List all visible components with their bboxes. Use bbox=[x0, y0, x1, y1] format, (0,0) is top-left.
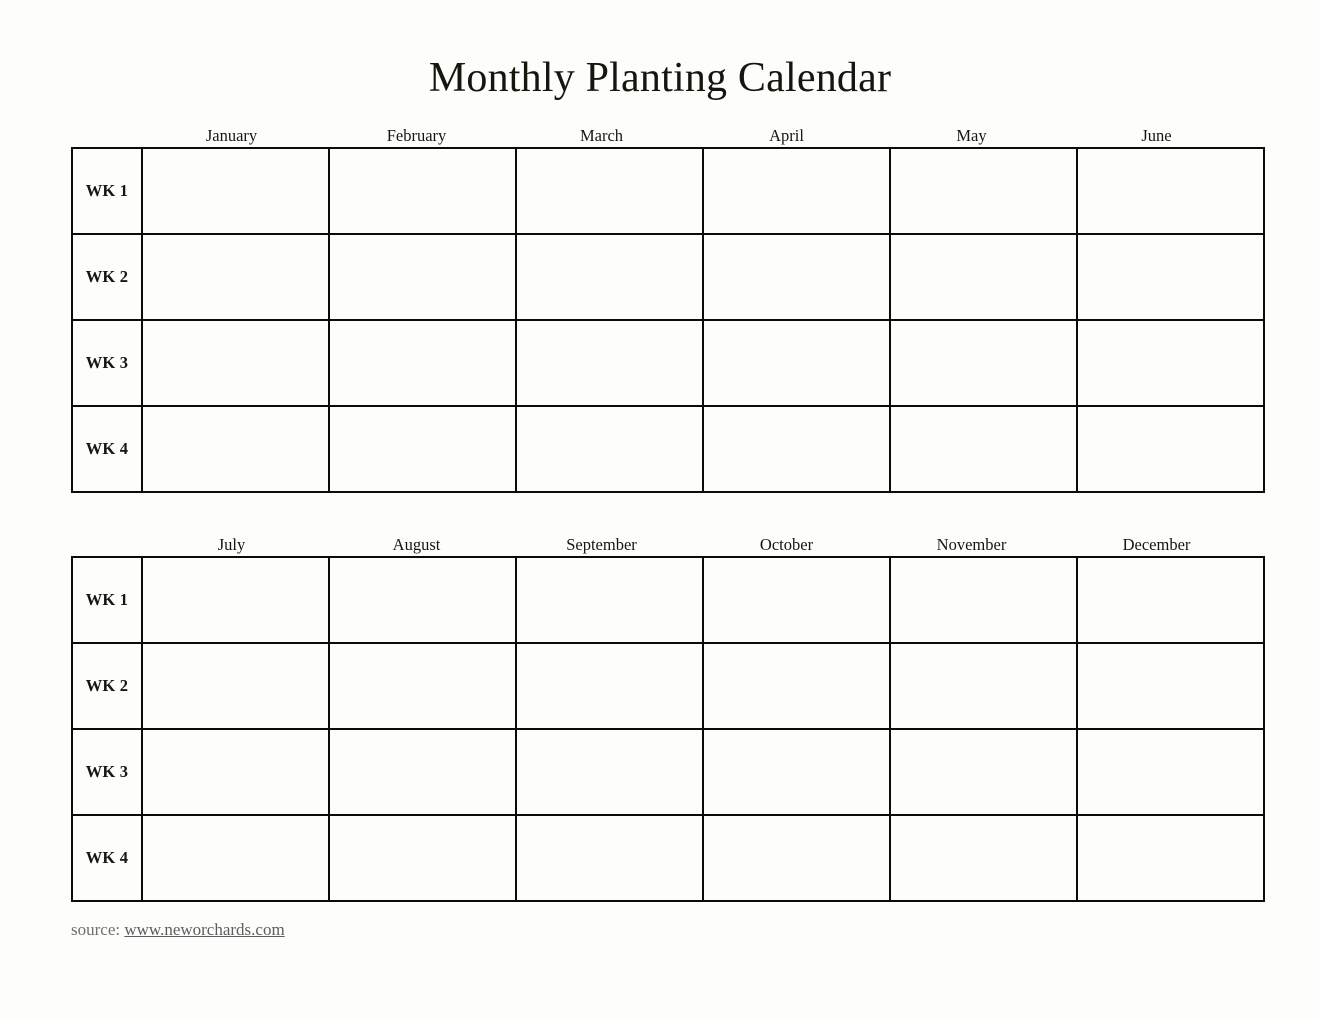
month-header-april: April bbox=[769, 125, 804, 145]
cell-september-wk1[interactable] bbox=[516, 557, 703, 643]
cell-may-wk3[interactable] bbox=[890, 320, 1077, 406]
week-label-wk2: WK 2 bbox=[72, 234, 142, 320]
cell-june-wk1[interactable] bbox=[1077, 148, 1264, 234]
cell-may-wk2[interactable] bbox=[890, 234, 1077, 320]
cell-june-wk2[interactable] bbox=[1077, 234, 1264, 320]
month-header-row-second-half bbox=[71, 534, 1249, 556]
cell-october-wk1[interactable] bbox=[703, 557, 890, 643]
table-row bbox=[72, 148, 1264, 234]
table-row bbox=[72, 729, 1264, 815]
cell-july-wk3[interactable] bbox=[142, 729, 329, 815]
month-header-june: June bbox=[1141, 125, 1172, 145]
week-label-wk3: WK 3 bbox=[72, 729, 142, 815]
table-row bbox=[72, 557, 1264, 643]
month-header-may: May bbox=[956, 125, 987, 145]
week-label-wk4: WK 4 bbox=[72, 406, 142, 492]
cell-april-wk3[interactable] bbox=[703, 320, 890, 406]
cell-november-wk4[interactable] bbox=[890, 815, 1077, 901]
cell-december-wk4[interactable] bbox=[1077, 815, 1264, 901]
cell-july-wk2[interactable] bbox=[142, 643, 329, 729]
calendar-grid-first-half bbox=[71, 147, 1265, 493]
cell-may-wk4[interactable] bbox=[890, 406, 1077, 492]
month-header-november: November bbox=[936, 534, 1007, 554]
week-label-wk1: WK 1 bbox=[72, 557, 142, 643]
source-line bbox=[71, 902, 1249, 938]
month-header-september: September bbox=[566, 534, 637, 554]
cell-april-wk4[interactable] bbox=[703, 406, 890, 492]
cell-january-wk2[interactable] bbox=[142, 234, 329, 320]
month-header-december: December bbox=[1122, 534, 1191, 554]
cell-june-wk3[interactable] bbox=[1077, 320, 1264, 406]
cell-september-wk3[interactable] bbox=[516, 729, 703, 815]
cell-october-wk3[interactable] bbox=[703, 729, 890, 815]
calendar-block-second-half bbox=[71, 534, 1249, 902]
cell-july-wk1[interactable] bbox=[142, 557, 329, 643]
calendar-grid-second-half bbox=[71, 556, 1265, 902]
week-label-wk3: WK 3 bbox=[72, 320, 142, 406]
month-header-january: January bbox=[205, 125, 258, 145]
cell-march-wk4[interactable] bbox=[516, 406, 703, 492]
cell-august-wk3[interactable] bbox=[329, 729, 516, 815]
cell-october-wk4[interactable] bbox=[703, 815, 890, 901]
cell-july-wk4[interactable] bbox=[142, 815, 329, 901]
cell-january-wk4[interactable] bbox=[142, 406, 329, 492]
table-row bbox=[72, 406, 1264, 492]
cell-february-wk4[interactable] bbox=[329, 406, 516, 492]
table-row bbox=[72, 234, 1264, 320]
cell-june-wk4[interactable] bbox=[1077, 406, 1264, 492]
cell-august-wk2[interactable] bbox=[329, 643, 516, 729]
cell-december-wk3[interactable] bbox=[1077, 729, 1264, 815]
cell-december-wk2[interactable] bbox=[1077, 643, 1264, 729]
cell-february-wk3[interactable] bbox=[329, 320, 516, 406]
month-header-march: March bbox=[579, 125, 624, 145]
cell-august-wk1[interactable] bbox=[329, 557, 516, 643]
table-row bbox=[72, 643, 1264, 729]
cell-september-wk4[interactable] bbox=[516, 815, 703, 901]
cell-august-wk4[interactable] bbox=[329, 815, 516, 901]
cell-april-wk1[interactable] bbox=[703, 148, 890, 234]
cell-march-wk3[interactable] bbox=[516, 320, 703, 406]
source-label: source: bbox=[71, 920, 121, 939]
calendar-block-first-half bbox=[71, 125, 1249, 493]
week-label-wk1: WK 1 bbox=[72, 148, 142, 234]
month-header-october: October bbox=[759, 534, 814, 554]
month-header-july: July bbox=[217, 534, 246, 554]
cell-september-wk2[interactable] bbox=[516, 643, 703, 729]
cell-november-wk2[interactable] bbox=[890, 643, 1077, 729]
cell-february-wk2[interactable] bbox=[329, 234, 516, 320]
cell-february-wk1[interactable] bbox=[329, 148, 516, 234]
cell-january-wk1[interactable] bbox=[142, 148, 329, 234]
cell-march-wk1[interactable] bbox=[516, 148, 703, 234]
source-url-link[interactable]: www.neworchards.com bbox=[124, 920, 285, 939]
month-header-row-first-half bbox=[71, 125, 1249, 147]
cell-march-wk2[interactable] bbox=[516, 234, 703, 320]
month-header-february: February bbox=[386, 125, 447, 145]
cell-january-wk3[interactable] bbox=[142, 320, 329, 406]
table-row bbox=[72, 320, 1264, 406]
table-row bbox=[72, 815, 1264, 901]
cell-april-wk2[interactable] bbox=[703, 234, 890, 320]
week-label-wk2: WK 2 bbox=[72, 643, 142, 729]
cell-october-wk2[interactable] bbox=[703, 643, 890, 729]
month-header-august: August bbox=[392, 534, 441, 554]
cell-november-wk3[interactable] bbox=[890, 729, 1077, 815]
page-title: Monthly Planting Calendar bbox=[428, 55, 892, 101]
week-label-wk4: WK 4 bbox=[72, 815, 142, 901]
cell-november-wk1[interactable] bbox=[890, 557, 1077, 643]
cell-may-wk1[interactable] bbox=[890, 148, 1077, 234]
cell-december-wk1[interactable] bbox=[1077, 557, 1264, 643]
